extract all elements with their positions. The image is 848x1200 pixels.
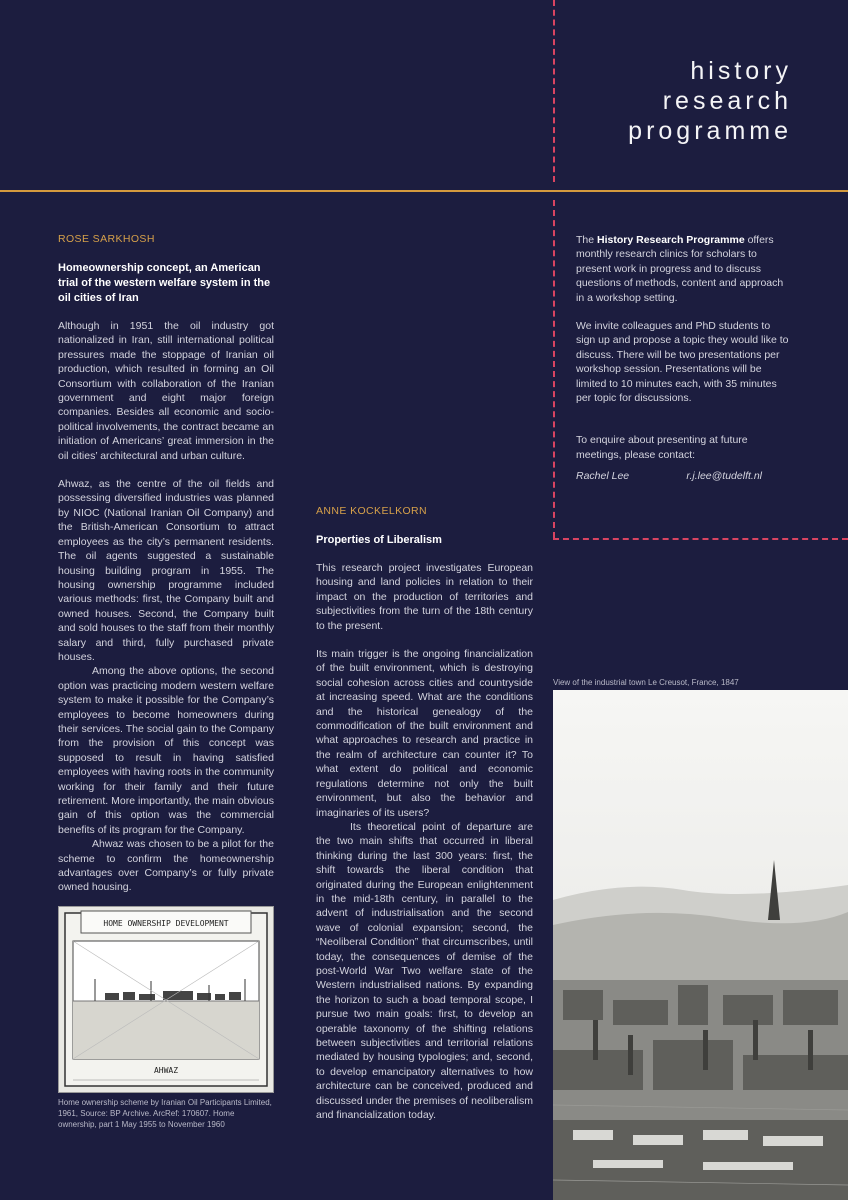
home-ownership-photo — [58, 906, 274, 1093]
paragraph: Its main trigger is the ongoing financialization of the built environment, which is destroying social cohesion across cities and countryside at increasing speed. What are the conditions and the historical genealogy of the commodification of the built environment and what approaches to research and practice in the realm of architecture can counter it? To what extent do political and economic regulations determine not only the built environment, but also the behavior and imaginaries of its users? — [316, 648, 533, 819]
red-dashed-line-horizontal — [553, 538, 848, 540]
paragraph: Although in 1951 the oil industry got nationalized in Iran, still international political pressures made the stoppage of Iranian oil production, which resulted in forming an Oil Consortium with collaboration of the Iranian government and eight major foreign companies. Besides all economic and socio-political involvements, the contract became an initiation of Americans’ great immersion in the oil cities’ architectural and urban culture. — [58, 320, 274, 462]
left-column-article — [58, 233, 274, 895]
industrial-town-illustration — [553, 690, 848, 1200]
contact-info — [576, 470, 792, 482]
gold-divider-line — [0, 190, 848, 192]
paragraph: Ahwaz was chosen to be a pilot for the scheme to confirm the homeownership advantages over Company’s or fully private owned housing. — [58, 838, 274, 894]
programme-name: History Research Programme — [597, 234, 745, 246]
photo-caption-le-creusot: View of the industrial town Le Creusot, France, 1847 — [553, 678, 739, 687]
article-heading-homeownership: Homeownership concept, an American trial of the western welfare system in the oil cities of Iran — [58, 262, 271, 304]
intro-pre: The — [576, 234, 595, 246]
middle-column-article — [316, 505, 533, 1122]
title-line-history: history — [690, 57, 792, 85]
page-title — [628, 56, 792, 146]
intro-paragraph — [576, 233, 792, 305]
intro-post: offers monthly research clinics for scholars to present work in progress and to discuss questions of methods, content and approach in a workshop setting. — [576, 234, 784, 304]
paragraph: Among the above options, the second option was practicing modern western welfare system to make it possible for the Company’s employees to become homeowners during their services. The social gain to the Company from the provision of this concept was supposed to result in having satisfied employees with having roots in the community working for their family and their future retirement. More importantly, the main obvious gain of this option was the commercial benefits of its program for the Company. — [58, 665, 274, 836]
photo-label-ahwaz: AHWAZ — [153, 1066, 179, 1075]
photo-caption-home-ownership: Home ownership scheme by Iranian Oil Participants Limited, 1961, Source: BP Archive. ArcRef: 170607. Home ownership, part 1 May 1955 to November 1960 — [58, 1098, 272, 1129]
contact-email[interactable]: r.j.lee@tudelft.nl — [686, 470, 762, 483]
author-anne-kockelkorn: ANNE KOCKELKORN — [316, 505, 428, 517]
home-ownership-illustration — [59, 907, 273, 1092]
paragraph: Ahwaz, as the centre of the oil fields and possessing diversified industries was planned by NIOC (National Iranian Oil Company) and the British-American Consortium to attract employees as the city’s permanent residents. The oil agents suggested a sustainable housing building program in 1955. The housing ownership programme included various methods: first, the Company built and owned houses. Second, the Company built and sold houses to the staff from their monthly salary and third, fully purchased private houses. — [58, 478, 274, 663]
contact-name: Rachel Lee — [576, 470, 630, 483]
photo-title-text: HOME OWNERSHIP DEVELOPMENT — [103, 919, 229, 928]
programme-info — [576, 233, 792, 462]
paragraph: To enquire about presenting at future meetings, please contact: — [576, 434, 748, 461]
title-line-research: research — [662, 87, 792, 115]
red-dashed-line-middle — [553, 200, 555, 538]
paragraph: Its theoretical point of departure are the two main shifts that occurred in liberal thinking during the last 300 years: first, the shift towards the liberal condition that originated during the European enlightenment in the mid-18th century, in parallel to the advent of industrialisation and the second wave of colonial expansion; second, the “Neoliberal Condition” that circumscribes, until today, the consequences of demise of the post-World War Two welfare state of the Western industrialised nations. By expanding the horizon to such a boad temporal scope, I pursue two main goals: first, to develop an operable taxonomy of the shifting relations between subjectivities and territorial relations mediated by housing typologies; and, second, to develop emancipatory alternatives to how architecture can be conceived, produced and discussed under the premises of neoliberalism and financialization today. — [316, 820, 533, 1122]
title-line-programme: programme — [628, 117, 792, 145]
le-creusot-photo — [553, 690, 848, 1200]
author-rose-sarkhosh: ROSE SARKHOSH — [58, 233, 155, 245]
article-heading-liberalism: Properties of Liberalism — [316, 534, 442, 546]
article-body-homeownership — [58, 319, 274, 895]
paragraph: We invite colleagues and PhD students to sign up and propose a topic they would like to discuss. There will be two presentations per workshop session. Presentations will be limited to 10 minutes each, with 35 minutes per topic for discussions. — [576, 320, 789, 405]
article-body-liberalism — [316, 561, 533, 1122]
red-dashed-line-top — [553, 0, 555, 182]
paragraph: This research project investigates European housing and land policies in relation to their impact on the production of territories and subjectivities from the turn of the 18th century to the present. — [316, 562, 533, 632]
right-column-info — [576, 233, 792, 482]
